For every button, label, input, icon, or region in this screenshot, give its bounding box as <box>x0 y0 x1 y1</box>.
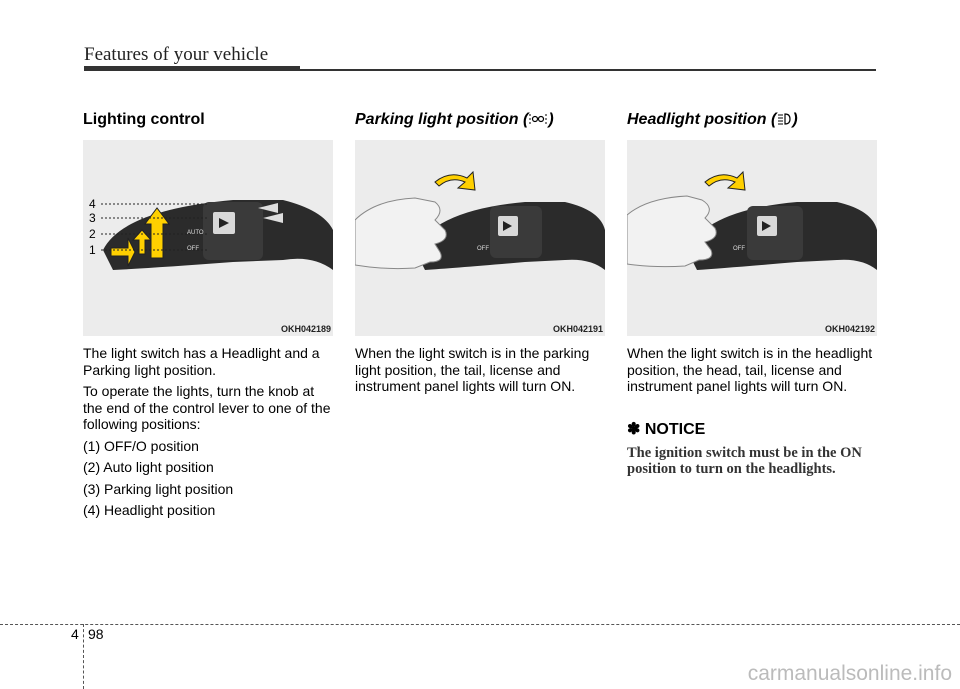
list-item: (4) Headlight position <box>83 502 216 518</box>
body-text <box>355 345 605 395</box>
body-text <box>83 345 333 519</box>
page-number: 98 <box>88 626 104 642</box>
notice-title: ✽ NOTICE <box>627 420 706 438</box>
figure-code: OKH042191 <box>552 324 603 334</box>
position-label-2: 2 <box>89 227 96 241</box>
position-label-1: 1 <box>89 243 96 257</box>
notice-text: The ignition switch must be in the ON position to turn on the headlights. <box>627 444 862 477</box>
hand-lever-illustration <box>355 140 605 336</box>
off-lever-label: OFF <box>733 246 745 252</box>
body-text <box>627 345 877 395</box>
lever-figure-1 <box>83 140 333 336</box>
list-item: (2) Auto light position <box>83 459 214 475</box>
hand-lever-illustration <box>627 140 877 336</box>
position-label-3: 3 <box>89 211 96 225</box>
headlight-icon <box>776 110 792 134</box>
figure-code: OKH042192 <box>824 324 875 334</box>
position-label-4: 4 <box>89 197 96 211</box>
off-lever-label: OFF <box>187 246 199 252</box>
paragraph: When the light switch is in the headlight position, the head, tail, license and instrument panel lights will turn ON. <box>627 345 873 394</box>
section-title: Parking light position ( ) <box>355 108 605 132</box>
lever-illustration <box>83 140 333 336</box>
footer-rule <box>0 624 960 625</box>
header-rule <box>84 69 876 71</box>
header-title: Features of your vehicle <box>84 44 269 65</box>
lever-figure-3 <box>627 140 877 336</box>
lighting-control-section <box>83 108 333 524</box>
list-item: (3) Parking light position <box>83 480 234 497</box>
auto-lever-label: AUTO <box>187 230 204 236</box>
paragraph: The light switch has a Headlight and a Parking light position. <box>83 345 320 378</box>
paragraph: When the light switch is in the parking light position, the tail, license and instrument panel lights will turn ON. <box>355 345 590 394</box>
off-lever-label: OFF <box>477 246 489 252</box>
chapter-number: 4 <box>71 626 79 642</box>
figure-code: OKH042189 <box>280 324 331 334</box>
paragraph: To operate the lights, turn the knob at the end of the control lever to one of the following positions: <box>83 383 331 432</box>
footer-divider <box>83 624 84 689</box>
list-item: (1) OFF/O position <box>83 437 199 454</box>
section-title: Headlight position ( ) <box>627 108 877 132</box>
headlight-section <box>627 108 877 477</box>
watermark: carmanualsonline.info <box>747 662 952 685</box>
lever-figure-2 <box>355 140 605 336</box>
section-title: Lighting control <box>83 111 205 128</box>
parking-light-icon <box>528 110 548 134</box>
parking-light-section <box>355 108 605 400</box>
